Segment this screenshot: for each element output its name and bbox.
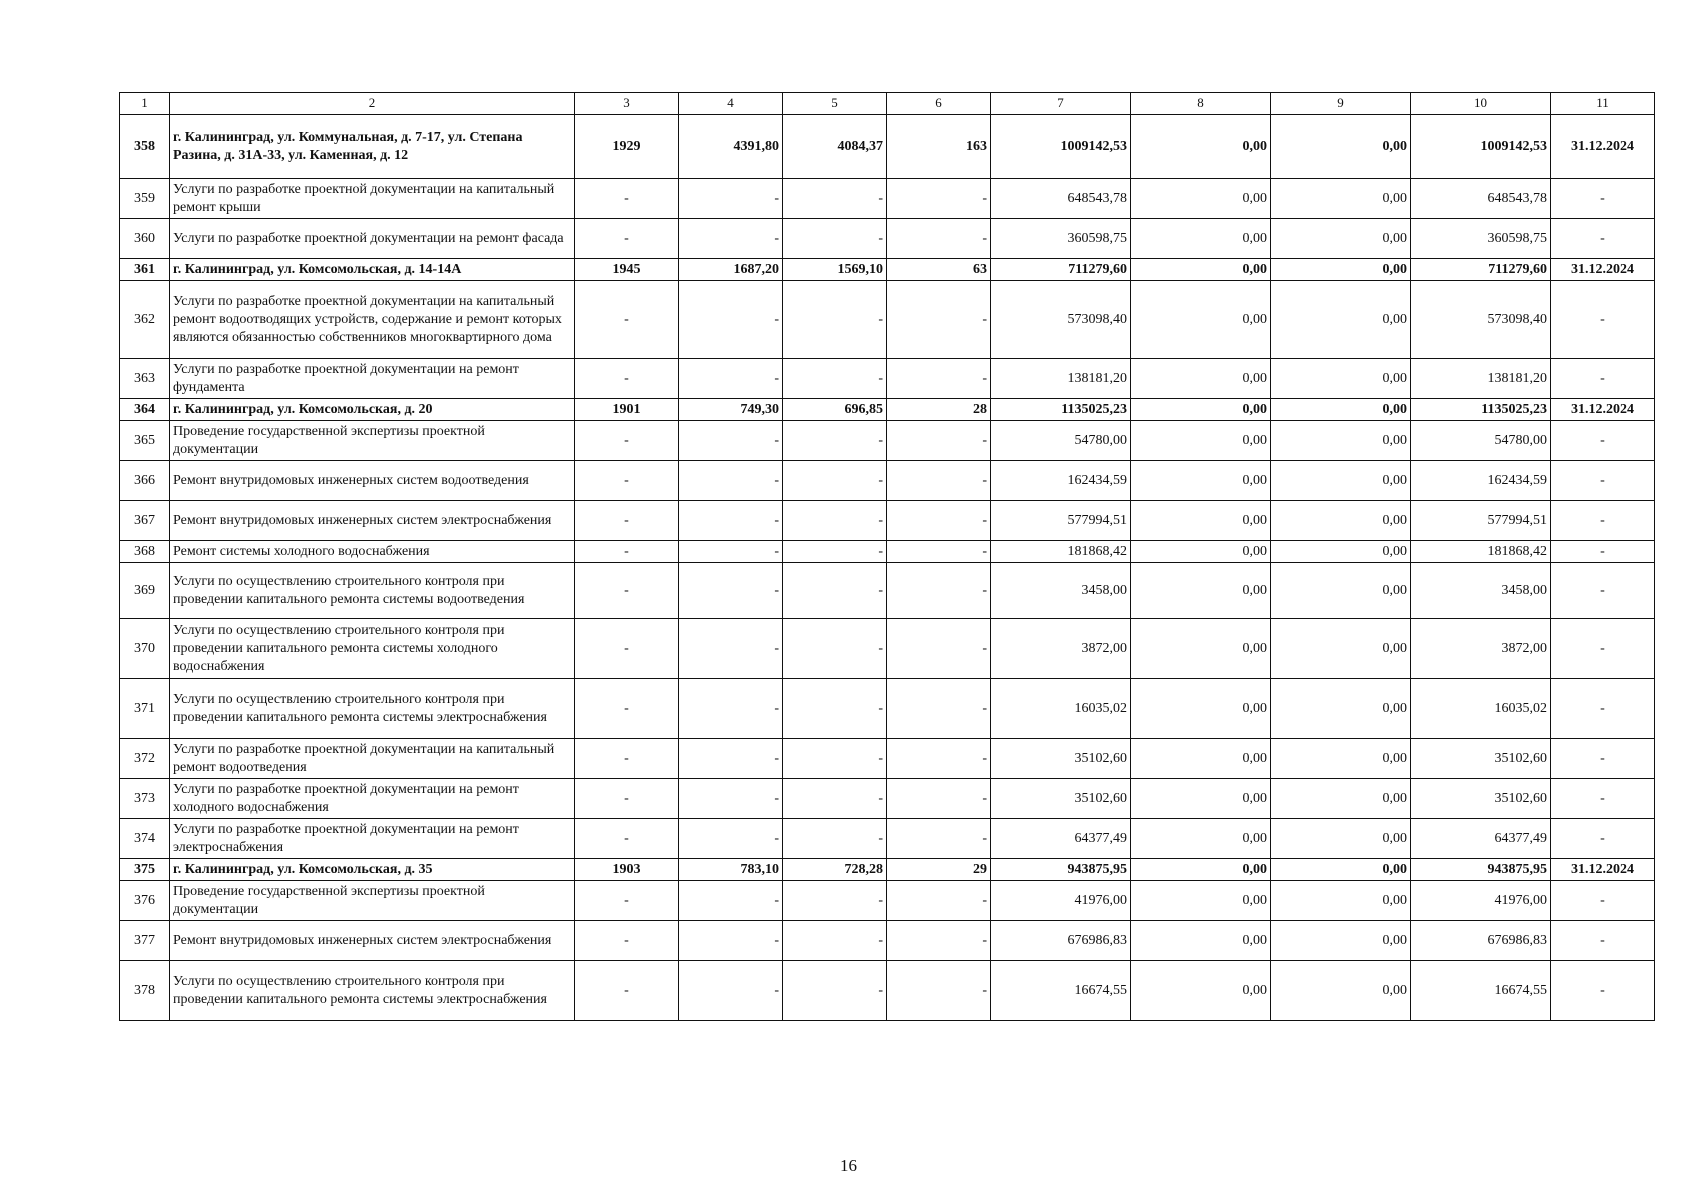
description-cell: Услуги по осуществлению строительного контроля при проведении капитального ремонта системы электроснабжения <box>170 679 575 739</box>
table-row <box>120 779 1655 819</box>
value-cell-col8: 0,00 <box>1131 179 1271 219</box>
value-cell-col5: - <box>783 619 887 679</box>
value-cell-col4: - <box>679 359 783 399</box>
value-cell-col9: 0,00 <box>1271 563 1411 619</box>
value-cell-col10: 3458,00 <box>1411 563 1551 619</box>
year-cell: 1945 <box>575 259 679 281</box>
value-cell-col4: - <box>679 779 783 819</box>
date-cell: - <box>1551 881 1655 921</box>
table-row <box>120 281 1655 359</box>
description-cell: Услуги по разработке проектной документации на ремонт фундамента <box>170 359 575 399</box>
value-cell-col6: 63 <box>887 259 991 281</box>
value-cell-col5: - <box>783 501 887 541</box>
date-cell: - <box>1551 961 1655 1021</box>
value-cell-col7: 41976,00 <box>991 881 1131 921</box>
value-cell-col5: - <box>783 881 887 921</box>
year-cell: - <box>575 461 679 501</box>
description-cell: Услуги по разработке проектной документации на капитальный ремонт крыши <box>170 179 575 219</box>
year-cell: - <box>575 281 679 359</box>
row-number-cell: 367 <box>120 501 170 541</box>
description-cell: Ремонт внутридомовых инженерных систем электроснабжения <box>170 921 575 961</box>
value-cell-col5: - <box>783 461 887 501</box>
value-cell-col7: 35102,60 <box>991 739 1131 779</box>
table-row <box>120 881 1655 921</box>
value-cell-col7: 16035,02 <box>991 679 1131 739</box>
value-cell-col9: 0,00 <box>1271 259 1411 281</box>
date-cell: - <box>1551 281 1655 359</box>
column-header: 11 <box>1551 93 1655 115</box>
value-cell-col6: - <box>887 819 991 859</box>
value-cell-col6: 163 <box>887 115 991 179</box>
value-cell-col6: - <box>887 961 991 1021</box>
row-number-cell: 365 <box>120 421 170 461</box>
description-cell: Услуги по осуществлению строительного контроля при проведении капитального ремонта системы водоотведения <box>170 563 575 619</box>
value-cell-col8: 0,00 <box>1131 359 1271 399</box>
value-cell-col9: 0,00 <box>1271 461 1411 501</box>
value-cell-col10: 676986,83 <box>1411 921 1551 961</box>
value-cell-col5: - <box>783 421 887 461</box>
description-cell: Ремонт системы холодного водоснабжения <box>170 541 575 563</box>
description-cell: Услуги по разработке проектной документации на капитальный ремонт водоотводящих устройств, содержание и ремонт которых являются обязанностью собственников многоквартирного дома <box>170 281 575 359</box>
value-cell-col4: - <box>679 281 783 359</box>
value-cell-col8: 0,00 <box>1131 881 1271 921</box>
value-cell-col10: 138181,20 <box>1411 359 1551 399</box>
value-cell-col7: 1009142,53 <box>991 115 1131 179</box>
description-cell: Услуги по разработке проектной документации на ремонт холодного водоснабжения <box>170 779 575 819</box>
value-cell-col6: - <box>887 461 991 501</box>
value-cell-col9: 0,00 <box>1271 921 1411 961</box>
value-cell-col6: - <box>887 881 991 921</box>
column-header: 9 <box>1271 93 1411 115</box>
value-cell-col6: - <box>887 921 991 961</box>
value-cell-col6: - <box>887 421 991 461</box>
value-cell-col6: - <box>887 779 991 819</box>
value-cell-col4: - <box>679 179 783 219</box>
description-cell: Услуги по осуществлению строительного контроля при проведении капитального ремонта системы холодного водоснабжения <box>170 619 575 679</box>
value-cell-col6: - <box>887 679 991 739</box>
value-cell-col7: 943875,95 <box>991 859 1131 881</box>
value-cell-col8: 0,00 <box>1131 921 1271 961</box>
column-header: 6 <box>887 93 991 115</box>
value-cell-col4: - <box>679 563 783 619</box>
value-cell-col7: 138181,20 <box>991 359 1131 399</box>
table-row <box>120 819 1655 859</box>
value-cell-col10: 577994,51 <box>1411 501 1551 541</box>
value-cell-col4: - <box>679 819 783 859</box>
year-cell: - <box>575 563 679 619</box>
value-cell-col6: - <box>887 179 991 219</box>
value-cell-col9: 0,00 <box>1271 359 1411 399</box>
table-row-address <box>120 259 1655 281</box>
description-cell: Ремонт внутридомовых инженерных систем водоотведения <box>170 461 575 501</box>
value-cell-col10: 360598,75 <box>1411 219 1551 259</box>
value-cell-col9: 0,00 <box>1271 619 1411 679</box>
year-cell: 1903 <box>575 859 679 881</box>
value-cell-col8: 0,00 <box>1131 739 1271 779</box>
value-cell-col10: 648543,78 <box>1411 179 1551 219</box>
date-cell: - <box>1551 179 1655 219</box>
column-header: 10 <box>1411 93 1551 115</box>
date-cell: - <box>1551 819 1655 859</box>
value-cell-col7: 181868,42 <box>991 541 1131 563</box>
value-cell-col4: - <box>679 961 783 1021</box>
table-row <box>120 461 1655 501</box>
date-cell: - <box>1551 501 1655 541</box>
row-number-cell: 363 <box>120 359 170 399</box>
row-number-cell: 370 <box>120 619 170 679</box>
value-cell-col6: - <box>887 281 991 359</box>
value-cell-col4: - <box>679 219 783 259</box>
year-cell: - <box>575 921 679 961</box>
description-cell: Услуги по разработке проектной документации на ремонт фасада <box>170 219 575 259</box>
value-cell-col9: 0,00 <box>1271 679 1411 739</box>
value-cell-col9: 0,00 <box>1271 961 1411 1021</box>
value-cell-col8: 0,00 <box>1131 679 1271 739</box>
row-number-cell: 359 <box>120 179 170 219</box>
description-cell: Услуги по разработке проектной документации на капитальный ремонт водоотведения <box>170 739 575 779</box>
row-number-cell: 360 <box>120 219 170 259</box>
row-number-cell: 366 <box>120 461 170 501</box>
row-number-cell: 377 <box>120 921 170 961</box>
year-cell: - <box>575 819 679 859</box>
description-cell: г. Калининград, ул. Комсомольская, д. 20 <box>170 399 575 421</box>
description-cell: г. Калининград, ул. Коммунальная, д. 7-17, ул. Степана Разина, д. 31А-33, ул. Каменная, д. 12 <box>170 115 575 179</box>
row-number-cell: 364 <box>120 399 170 421</box>
table-row <box>120 359 1655 399</box>
table-row <box>120 501 1655 541</box>
value-cell-col7: 676986,83 <box>991 921 1131 961</box>
value-cell-col5: - <box>783 921 887 961</box>
date-cell: - <box>1551 219 1655 259</box>
value-cell-col8: 0,00 <box>1131 819 1271 859</box>
year-cell: - <box>575 219 679 259</box>
table-row <box>120 961 1655 1021</box>
row-number-cell: 376 <box>120 881 170 921</box>
value-cell-col4: - <box>679 541 783 563</box>
year-cell: - <box>575 619 679 679</box>
year-cell: - <box>575 961 679 1021</box>
row-number-cell: 371 <box>120 679 170 739</box>
value-cell-col10: 943875,95 <box>1411 859 1551 881</box>
value-cell-col8: 0,00 <box>1131 563 1271 619</box>
table-row <box>120 179 1655 219</box>
value-cell-col4: - <box>679 679 783 739</box>
value-cell-col5: 4084,37 <box>783 115 887 179</box>
value-cell-col5: - <box>783 281 887 359</box>
year-cell: - <box>575 501 679 541</box>
row-number-cell: 358 <box>120 115 170 179</box>
value-cell-col7: 648543,78 <box>991 179 1131 219</box>
value-cell-col4: - <box>679 921 783 961</box>
column-number-header <box>120 93 1655 115</box>
column-header: 5 <box>783 93 887 115</box>
value-cell-col5: - <box>783 739 887 779</box>
value-cell-col7: 16674,55 <box>991 961 1131 1021</box>
table-row-address <box>120 399 1655 421</box>
value-cell-col4: 749,30 <box>679 399 783 421</box>
value-cell-col8: 0,00 <box>1131 115 1271 179</box>
column-header: 1 <box>120 93 170 115</box>
value-cell-col4: - <box>679 619 783 679</box>
description-cell: Услуги по разработке проектной документации на ремонт электроснабжения <box>170 819 575 859</box>
value-cell-col9: 0,00 <box>1271 779 1411 819</box>
value-cell-col5: - <box>783 541 887 563</box>
date-cell: - <box>1551 461 1655 501</box>
column-header: 8 <box>1131 93 1271 115</box>
value-cell-col10: 54780,00 <box>1411 421 1551 461</box>
date-cell: - <box>1551 619 1655 679</box>
value-cell-col10: 3872,00 <box>1411 619 1551 679</box>
date-cell: - <box>1551 921 1655 961</box>
value-cell-col6: - <box>887 739 991 779</box>
value-cell-col6: - <box>887 501 991 541</box>
value-cell-col8: 0,00 <box>1131 281 1271 359</box>
value-cell-col6: 29 <box>887 859 991 881</box>
value-cell-col10: 41976,00 <box>1411 881 1551 921</box>
table-row <box>120 563 1655 619</box>
value-cell-col4: - <box>679 461 783 501</box>
table-body <box>120 93 1655 1021</box>
value-cell-col5: 1569,10 <box>783 259 887 281</box>
table-row <box>120 679 1655 739</box>
row-number-cell: 372 <box>120 739 170 779</box>
row-number-cell: 369 <box>120 563 170 619</box>
value-cell-col5: - <box>783 779 887 819</box>
value-cell-col9: 0,00 <box>1271 501 1411 541</box>
column-header: 7 <box>991 93 1131 115</box>
value-cell-col9: 0,00 <box>1271 399 1411 421</box>
year-cell: - <box>575 359 679 399</box>
date-cell: - <box>1551 779 1655 819</box>
value-cell-col4: 4391,80 <box>679 115 783 179</box>
date-cell: - <box>1551 739 1655 779</box>
value-cell-col7: 577994,51 <box>991 501 1131 541</box>
value-cell-col6: - <box>887 563 991 619</box>
value-cell-col10: 1135025,23 <box>1411 399 1551 421</box>
value-cell-col10: 181868,42 <box>1411 541 1551 563</box>
date-cell: - <box>1551 679 1655 739</box>
row-number-cell: 375 <box>120 859 170 881</box>
value-cell-col8: 0,00 <box>1131 619 1271 679</box>
table-row <box>120 921 1655 961</box>
value-cell-col7: 1135025,23 <box>991 399 1131 421</box>
value-cell-col5: - <box>783 179 887 219</box>
value-cell-col6: 28 <box>887 399 991 421</box>
value-cell-col5: 728,28 <box>783 859 887 881</box>
description-cell: г. Калининград, ул. Комсомольская, д. 35 <box>170 859 575 881</box>
value-cell-col8: 0,00 <box>1131 399 1271 421</box>
value-cell-col6: - <box>887 619 991 679</box>
row-number-cell: 374 <box>120 819 170 859</box>
row-number-cell: 362 <box>120 281 170 359</box>
date-cell: 31.12.2024 <box>1551 399 1655 421</box>
value-cell-col5: - <box>783 359 887 399</box>
value-cell-col8: 0,00 <box>1131 961 1271 1021</box>
description-cell: Проведение государственной экспертизы проектной документации <box>170 881 575 921</box>
value-cell-col7: 64377,49 <box>991 819 1131 859</box>
value-cell-col7: 711279,60 <box>991 259 1131 281</box>
date-cell: - <box>1551 359 1655 399</box>
year-cell: 1929 <box>575 115 679 179</box>
value-cell-col10: 16035,02 <box>1411 679 1551 739</box>
value-cell-col8: 0,00 <box>1131 259 1271 281</box>
year-cell: - <box>575 739 679 779</box>
description-cell: Проведение государственной экспертизы проектной документации <box>170 421 575 461</box>
value-cell-col6: - <box>887 541 991 563</box>
value-cell-col8: 0,00 <box>1131 779 1271 819</box>
value-cell-col5: - <box>783 961 887 1021</box>
value-cell-col10: 1009142,53 <box>1411 115 1551 179</box>
year-cell: - <box>575 881 679 921</box>
value-cell-col5: - <box>783 679 887 739</box>
value-cell-col9: 0,00 <box>1271 421 1411 461</box>
row-number-cell: 373 <box>120 779 170 819</box>
table-row <box>120 541 1655 563</box>
row-number-cell: 361 <box>120 259 170 281</box>
value-cell-col9: 0,00 <box>1271 739 1411 779</box>
value-cell-col10: 16674,55 <box>1411 961 1551 1021</box>
table-row <box>120 219 1655 259</box>
year-cell: - <box>575 541 679 563</box>
table-row-address <box>120 115 1655 179</box>
value-cell-col10: 64377,49 <box>1411 819 1551 859</box>
value-cell-col8: 0,00 <box>1131 501 1271 541</box>
year-cell: - <box>575 179 679 219</box>
value-cell-col9: 0,00 <box>1271 819 1411 859</box>
value-cell-col10: 35102,60 <box>1411 739 1551 779</box>
value-cell-col9: 0,00 <box>1271 115 1411 179</box>
column-header: 4 <box>679 93 783 115</box>
repair-plan-table <box>119 92 1655 1021</box>
row-number-cell: 378 <box>120 961 170 1021</box>
value-cell-col7: 3872,00 <box>991 619 1131 679</box>
value-cell-col5: 696,85 <box>783 399 887 421</box>
date-cell: - <box>1551 541 1655 563</box>
value-cell-col10: 573098,40 <box>1411 281 1551 359</box>
value-cell-col8: 0,00 <box>1131 219 1271 259</box>
date-cell: 31.12.2024 <box>1551 259 1655 281</box>
value-cell-col5: - <box>783 219 887 259</box>
value-cell-col8: 0,00 <box>1131 421 1271 461</box>
table-row-address <box>120 859 1655 881</box>
date-cell: 31.12.2024 <box>1551 859 1655 881</box>
value-cell-col6: - <box>887 219 991 259</box>
value-cell-col7: 35102,60 <box>991 779 1131 819</box>
column-header: 3 <box>575 93 679 115</box>
value-cell-col5: - <box>783 819 887 859</box>
page-number: 16 <box>840 1156 857 1175</box>
date-cell: - <box>1551 421 1655 461</box>
value-cell-col10: 35102,60 <box>1411 779 1551 819</box>
value-cell-col4: 783,10 <box>679 859 783 881</box>
value-cell-col9: 0,00 <box>1271 219 1411 259</box>
value-cell-col7: 3458,00 <box>991 563 1131 619</box>
description-cell: г. Калининград, ул. Комсомольская, д. 14-14А <box>170 259 575 281</box>
year-cell: - <box>575 779 679 819</box>
value-cell-col9: 0,00 <box>1271 179 1411 219</box>
value-cell-col4: 1687,20 <box>679 259 783 281</box>
value-cell-col4: - <box>679 501 783 541</box>
table-row <box>120 739 1655 779</box>
value-cell-col4: - <box>679 739 783 779</box>
description-cell: Ремонт внутридомовых инженерных систем электроснабжения <box>170 501 575 541</box>
value-cell-col9: 0,00 <box>1271 541 1411 563</box>
table-row <box>120 619 1655 679</box>
value-cell-col8: 0,00 <box>1131 859 1271 881</box>
year-cell: - <box>575 679 679 739</box>
date-cell: 31.12.2024 <box>1551 115 1655 179</box>
value-cell-col9: 0,00 <box>1271 859 1411 881</box>
date-cell: - <box>1551 563 1655 619</box>
value-cell-col8: 0,00 <box>1131 461 1271 501</box>
column-header: 2 <box>170 93 575 115</box>
value-cell-col7: 162434,59 <box>991 461 1131 501</box>
table-row <box>120 421 1655 461</box>
value-cell-col10: 162434,59 <box>1411 461 1551 501</box>
value-cell-col8: 0,00 <box>1131 541 1271 563</box>
value-cell-col6: - <box>887 359 991 399</box>
value-cell-col7: 54780,00 <box>991 421 1131 461</box>
value-cell-col9: 0,00 <box>1271 281 1411 359</box>
value-cell-col9: 0,00 <box>1271 881 1411 921</box>
value-cell-col7: 360598,75 <box>991 219 1131 259</box>
value-cell-col10: 711279,60 <box>1411 259 1551 281</box>
value-cell-col5: - <box>783 563 887 619</box>
value-cell-col4: - <box>679 421 783 461</box>
year-cell: - <box>575 421 679 461</box>
row-number-cell: 368 <box>120 541 170 563</box>
year-cell: 1901 <box>575 399 679 421</box>
description-cell: Услуги по осуществлению строительного контроля при проведении капитального ремонта системы электроснабжения <box>170 961 575 1021</box>
value-cell-col4: - <box>679 881 783 921</box>
value-cell-col7: 573098,40 <box>991 281 1131 359</box>
